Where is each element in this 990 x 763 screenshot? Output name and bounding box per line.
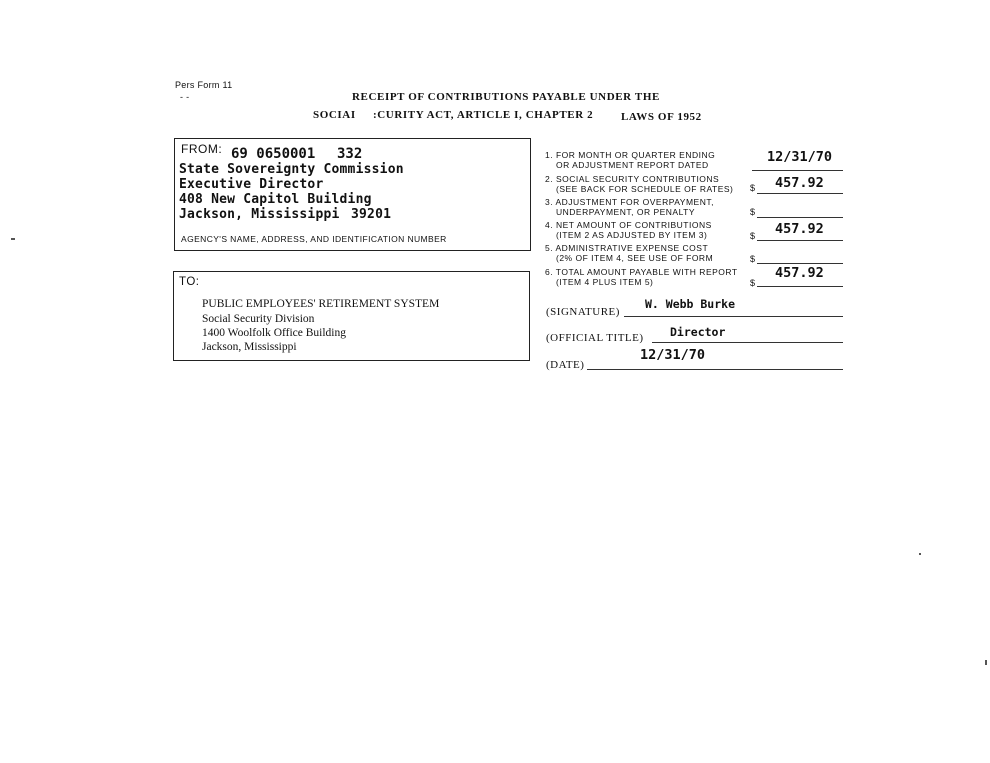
- item-6-line: [757, 286, 843, 287]
- heading-line-2a: SOCIAI: [313, 109, 356, 121]
- item-3-line: [757, 217, 843, 218]
- scan-speck: [11, 238, 15, 240]
- from-label: FROM:: [181, 142, 223, 156]
- to-line-4: Jackson, Mississippi: [202, 341, 297, 353]
- item-5-dollar: $: [750, 254, 756, 264]
- item-1-line: [752, 170, 843, 171]
- item-3-label: 3. ADJUSTMENT FOR OVERPAYMENT, UNDERPAYMENT, OR PENALTY: [545, 197, 714, 217]
- item-6-dollar: $: [750, 278, 756, 288]
- item-2-dollar: $: [750, 183, 756, 193]
- agency-id-number: 69 0650001: [231, 146, 316, 162]
- item-3-dollar: $: [750, 207, 756, 217]
- signature-label: (SIGNATURE): [546, 306, 620, 318]
- signature-line: [624, 316, 843, 317]
- form-mark: - -: [180, 92, 190, 102]
- heading-line-2b: :CURITY ACT, ARTICLE I, CHAPTER 2: [373, 109, 594, 121]
- item-2-label: 2. SOCIAL SECURITY CONTRIBUTIONS (SEE BACK FOR SCHEDULE OF RATES): [545, 174, 734, 194]
- item-4-value: 457.92: [775, 221, 824, 237]
- item-1-value: 12/31/70: [767, 149, 833, 165]
- scan-speck: [919, 553, 921, 555]
- agency-city: Jackson, Mississippi: [179, 207, 340, 222]
- item-1-label: 1. FOR MONTH OR QUARTER ENDING OR ADJUSTMENT REPORT DATED: [545, 150, 716, 170]
- official-title-label: (OFFICIAL TITLE): [546, 332, 644, 344]
- agency-id-suffix: 332: [337, 146, 363, 162]
- to-label: TO:: [179, 276, 200, 288]
- item-5-line: [757, 263, 843, 264]
- from-caption: AGENCY'S NAME, ADDRESS, AND IDENTIFICATION NUMBER: [181, 234, 447, 244]
- agency-zip: 39201: [351, 207, 392, 222]
- agency-title: Executive Director: [179, 177, 324, 192]
- item-4-dollar: $: [750, 231, 756, 241]
- date-line: [587, 369, 843, 370]
- scan-speck: [985, 660, 987, 665]
- item-6-value: 457.92: [775, 265, 824, 281]
- to-line-3: 1400 Woolfolk Office Building: [202, 327, 346, 339]
- item-5-label: 5. ADMINISTRATIVE EXPENSE COST (2% OF ITEM 4, SEE USE OF FORM: [545, 243, 714, 263]
- item-2-value: 457.92: [775, 175, 824, 191]
- to-line-1: PUBLIC EMPLOYEES' RETIREMENT SYSTEM: [202, 298, 440, 310]
- date-label: (DATE): [546, 359, 585, 371]
- to-line-2: Social Security Division: [202, 313, 315, 325]
- item-4-line: [757, 240, 843, 241]
- item-4-label: 4. NET AMOUNT OF CONTRIBUTIONS (ITEM 2 AS ADJUSTED BY ITEM 3): [545, 220, 712, 240]
- official-title-line: [652, 342, 843, 343]
- heading-line-1: RECEIPT OF CONTRIBUTIONS PAYABLE UNDER THE: [352, 91, 660, 103]
- agency-address: 408 New Capitol Building: [179, 192, 372, 207]
- signature-value: W. Webb Burke: [645, 297, 736, 311]
- form-number: Pers Form 11: [175, 80, 233, 90]
- official-title-value: Director: [670, 325, 726, 339]
- item-2-line: [757, 193, 843, 194]
- date-value: 12/31/70: [640, 347, 706, 363]
- heading-line-2c: LAWS OF 1952: [621, 111, 702, 123]
- agency-name: State Sovereignty Commission: [179, 162, 404, 177]
- item-6-label: 6. TOTAL AMOUNT PAYABLE WITH REPORT (ITEM 4 PLUS ITEM 5): [545, 267, 738, 287]
